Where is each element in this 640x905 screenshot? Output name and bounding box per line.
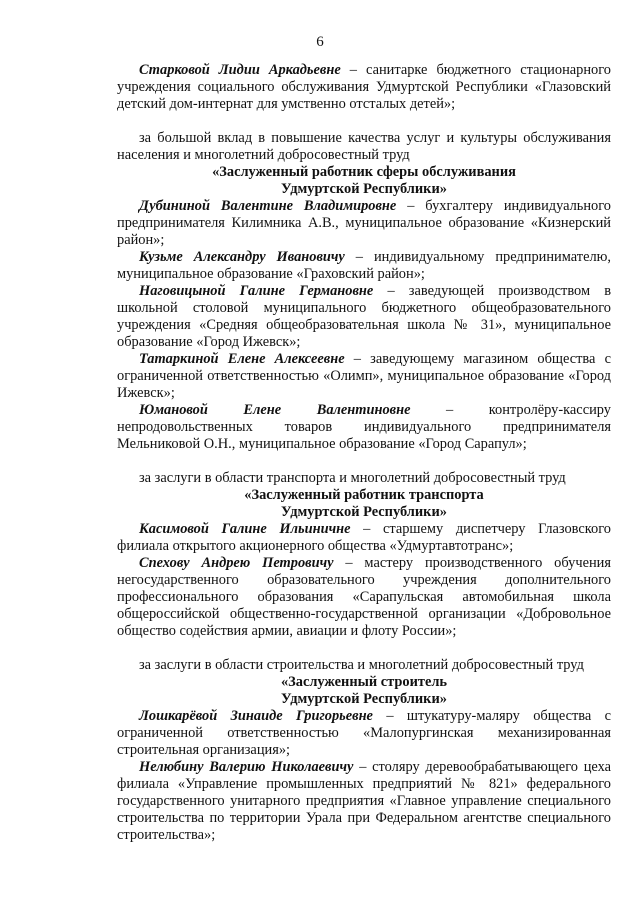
document-body <box>117 62 611 844</box>
recipient-name: Юмановой Елене Валентиновне <box>139 402 411 418</box>
award-reason: за большой вклад в повышение качества услуг и культуры обслуживания населения и многолетний добросовестный труд <box>117 130 611 163</box>
paragraph-gap <box>117 113 611 130</box>
award-title-line: Удмуртской Республики» <box>281 691 447 707</box>
recipient-name: Кузьме Александру Ивановичу <box>139 249 345 265</box>
award-entry <box>117 351 611 402</box>
recipient-name: Старковой Лидии Аркадьевне <box>139 62 341 78</box>
paragraph-gap <box>117 453 611 470</box>
award-entry <box>117 521 611 555</box>
recipient-name: Дубининой Валентине Владимировне <box>139 198 397 214</box>
paragraph-gap <box>117 640 611 657</box>
page-number: 6 <box>316 34 324 50</box>
recipient-name: Лошкарёвой Зинаиде Григорьевне <box>139 708 373 724</box>
recipient-name: Татаркиной Елене Алексеевне <box>139 351 345 367</box>
recipient-name: Наговицыной Галине Германовне <box>139 283 374 299</box>
award-title <box>117 164 611 198</box>
recipient-position: – штукатуру-маляру общества с ограниченной ответственностью «Малопургинская механизированная строительная организация»; <box>117 708 611 758</box>
award-title-line: Удмуртской Республики» <box>281 181 447 197</box>
recipient-name: Нелюбину Валерию Николаевичу <box>139 759 354 775</box>
award-entry <box>117 759 611 844</box>
award-reason: за заслуги в области транспорта и многолетний добросовестный труд <box>139 470 566 486</box>
award-entry <box>117 198 611 249</box>
recipient-position: – индивидуальному предпринимателю, муниципальное образование «Граховский район»; <box>117 249 611 282</box>
recipient-position: – старшему диспетчеру Глазовского филиала открытого акционерного общества «Удмуртавтотранс»; <box>117 521 611 554</box>
recipient-position: – заведующему магазином общества с ограниченной ответственностью «Олимп», муниципальное образование «Город Ижевск»; <box>117 351 611 401</box>
award-entry <box>117 402 611 453</box>
award-entry <box>117 62 611 113</box>
award-title-line: Удмуртской Республики» <box>281 504 447 520</box>
award-title-line: «Заслуженный работник сферы обслуживания <box>212 164 516 180</box>
award-title <box>117 674 611 708</box>
award-entry <box>117 708 611 759</box>
award-title-line: «Заслуженный строитель <box>280 674 448 690</box>
recipient-position: – санитарке бюджетного стационарного учреждения социального обслуживания Удмуртской Республики «Глазовский детский дом-интернат для умственно отсталых детей»; <box>117 62 611 112</box>
award-title-line: «Заслуженный работник транспорта <box>244 487 484 503</box>
award-entry <box>117 283 611 351</box>
award-reason: за заслуги в области строительства и многолетний добросовестный труд <box>139 657 584 673</box>
recipient-name: Касимовой Галине Ильиничне <box>139 521 351 537</box>
award-entry <box>117 249 611 283</box>
recipient-position: – бухгалтеру индивидуального предпринимателя Килимника А.В., муниципальное образование «Кизнерский район»; <box>117 198 611 248</box>
recipient-position: – контролёру-кассиру непродовольственных товаров индивидуального предпринимателя Мельниковой О.Н., муниципальное образование «Город Сарапул»; <box>117 402 611 452</box>
recipient-name: Спехову Андрею Петровичу <box>139 555 334 571</box>
recipient-position: – столяру деревообрабатывающего цеха филиала «Управление промышленных предприятий № 821» федерального государственного унитарного предприятия «Главное управление специального строительства по территории Урала при Федеральном агентстве специального строительства»; <box>117 759 611 843</box>
award-title <box>117 487 611 521</box>
recipient-position: – заведующей производством в школьной столовой муниципального бюджетного общеобразовательного учреждения «Средняя общеобразовательная школа № 31», муниципальное образование «Город Ижевск»; <box>117 283 612 350</box>
award-entry <box>117 555 611 640</box>
recipient-position: – мастеру производственного обучения негосударственного образовательного учреждения дополнительного профессионального образования «Сарапульская автомобильная школа общероссийской общественно-государственной организации «Добровольное общество содействия армии, авиации и флоту России»; <box>117 555 611 639</box>
